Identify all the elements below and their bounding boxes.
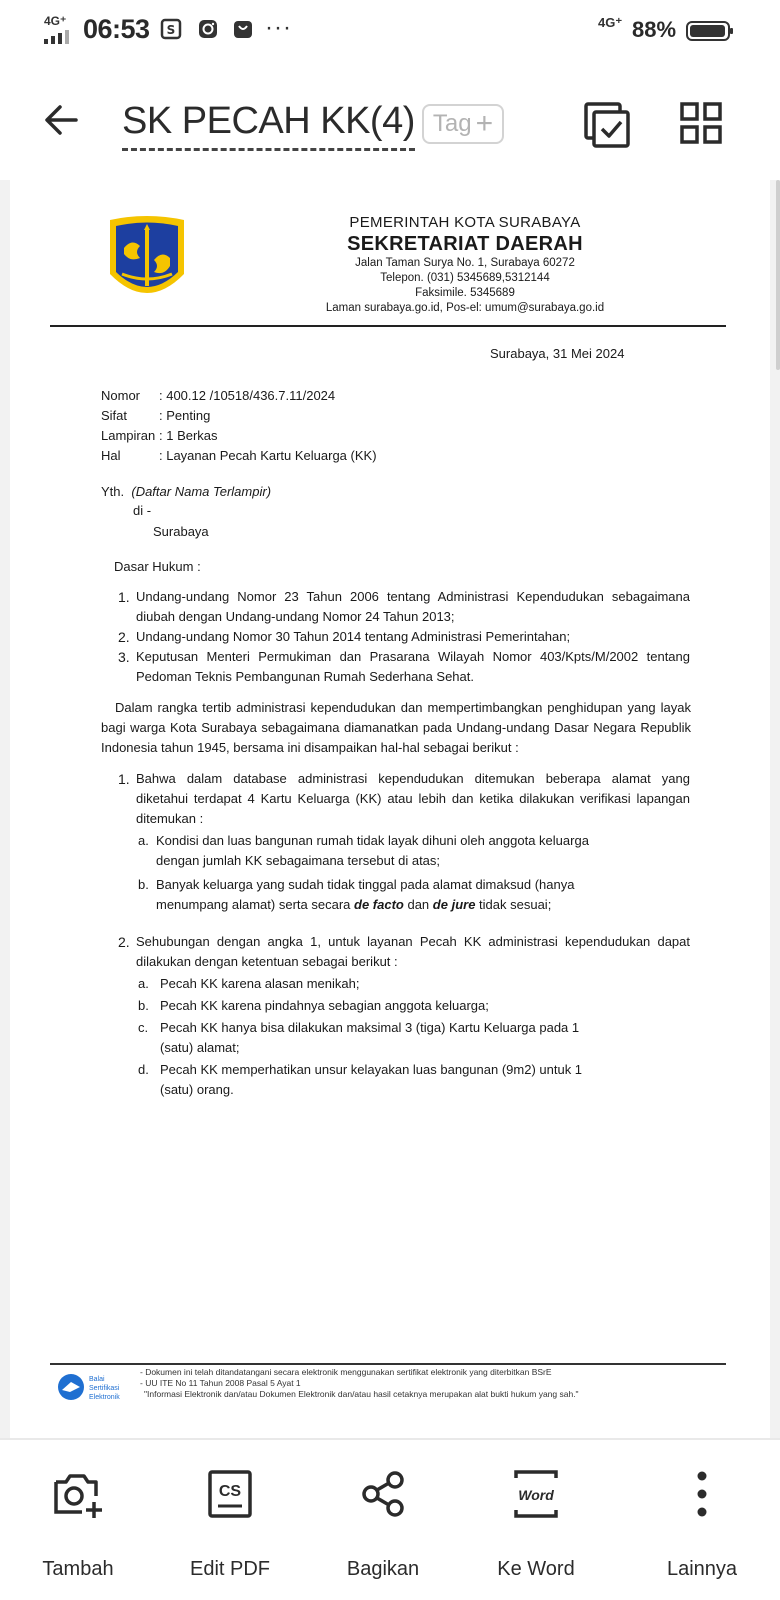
sub-line (156, 895, 690, 915)
sub-item (136, 1060, 690, 1100)
cs-icon-text: CS (218, 1483, 242, 1500)
list-line: Undang-undang Nomor 23 Tahun 2006 tentang Administrasi Kependudukan sebagaimana (136, 589, 690, 604)
sub-line: Pecah KK hanya bisa dilakukan maksimal 3 (tiga) Kartu Keluarga pada 1 (160, 1020, 580, 1035)
list-item (118, 627, 690, 647)
meta-value: : 400.12 /10518/436.7.11/2024 (159, 388, 336, 403)
footer-line: "Informasi Elektronik dan/atau Dokumen Elektronik dan/atau hasil cetaknya merupakan alat bukti hukum yang sah." (144, 1389, 579, 1399)
select-pages-icon[interactable] (584, 102, 630, 148)
list-number: 3. (118, 649, 130, 665)
cs-icon (204, 1468, 256, 1520)
surabaya-seal-logo (102, 214, 192, 306)
sub-line: Pecah KK karena pindahnya sebagian anggota keluarga; (160, 998, 489, 1013)
network-indicator-left: 4G⁺ (44, 14, 67, 28)
back-arrow-icon[interactable] (42, 100, 82, 140)
point-2 (118, 932, 690, 1100)
letter-date: Surabaya, 31 Mei 2024 (490, 346, 625, 361)
signal-icon (44, 30, 78, 44)
sub-item (136, 996, 690, 1016)
sub-item (136, 974, 690, 994)
meta-row (101, 386, 377, 406)
sub-line: Kondisi dan luas bangunan rumah tidak layak dihuni oleh anggota keluarga (156, 833, 589, 848)
add-photo-icon (52, 1468, 104, 1520)
document-page[interactable] (10, 180, 770, 1438)
document-title[interactable]: SK PECAH KK(4) (122, 98, 415, 151)
dasar-hukum-list (118, 587, 690, 687)
word-icon (510, 1468, 562, 1520)
yth-to: (Daftar Nama Terlampir) (131, 484, 272, 499)
letterhead-phone: Telepon. (031) 5345689,5312144 (380, 272, 550, 284)
tambah-button[interactable] (0, 1440, 156, 1600)
more-notifications-icon: ··· (265, 14, 292, 41)
bsre-logo-text: Balai (89, 1376, 105, 1383)
letterhead (280, 214, 650, 316)
tool-label: Ke Word (497, 1558, 575, 1580)
tool-label: Tambah (42, 1558, 114, 1580)
more-vertical-icon (676, 1468, 728, 1520)
tool-label: Edit PDF (189, 1558, 271, 1580)
de-jure-term: de jure (432, 897, 476, 912)
letterhead-fax: Faksimile. 5345689 (415, 287, 515, 299)
scrollbar[interactable] (776, 180, 780, 370)
meta-key: Hal (101, 448, 121, 463)
sub-line: Pecah KK karena alasan menikah; (160, 976, 360, 991)
list-line: Keputusan Menteri Permukiman dan Prasarana Wilayah Nomor 403/Kpts/M/2002 tentang (136, 649, 690, 664)
word-icon-text: Word (518, 1487, 554, 1503)
letter-meta (101, 386, 377, 466)
list-line: Undang-undang Nomor 30 Tahun 2014 tentang Administrasi Pemerintahan; (136, 629, 571, 644)
meta-value: : 1 Berkas (159, 428, 218, 443)
de-facto-term: de facto (354, 897, 404, 912)
tool-label: Lainnya (666, 1558, 738, 1580)
sub-item (136, 1018, 690, 1058)
meta-key: Sifat (101, 408, 128, 423)
sub-label: b. (138, 998, 149, 1013)
yth-city: Surabaya (153, 524, 209, 539)
tool-label: Bagikan (346, 1558, 420, 1580)
sub-label: d. (138, 1062, 149, 1077)
intro-paragraph (101, 698, 691, 758)
battery-icon (686, 20, 734, 42)
sub-item (136, 875, 690, 915)
bagikan-button[interactable] (305, 1440, 461, 1600)
network-indicator-right: 4G⁺ (598, 15, 623, 30)
sub-line: (satu) alamat; (160, 1040, 240, 1055)
yth-di: di - (133, 503, 152, 518)
edit-pdf-button[interactable] (152, 1440, 308, 1600)
letterhead-divider (50, 325, 726, 327)
footer-divider (50, 1363, 726, 1365)
sub-line: Banyak keluarga yang sudah tidak tinggal pada alamat dimaksud (hanya (156, 877, 575, 892)
meta-key: Nomor (101, 388, 141, 403)
sub-line: (satu) orang. (160, 1082, 234, 1097)
meta-value: : Penting (159, 408, 211, 423)
sub-label: a. (138, 976, 149, 991)
sub-label: a. (138, 833, 149, 848)
bottom-toolbar (0, 1440, 780, 1600)
instagram-icon (197, 18, 219, 40)
meta-key: Lampiran (101, 428, 156, 443)
meta-row (101, 406, 377, 426)
point-2-body (118, 932, 690, 1100)
status-bar (0, 0, 780, 62)
point-number: 2. (118, 934, 130, 950)
list-number: 2. (118, 629, 130, 645)
ke-word-button[interactable] (458, 1440, 614, 1600)
meta-value: : Layanan Pecah Kartu Keluarga (KK) (159, 448, 377, 463)
tag-label: Tag (432, 110, 472, 137)
list-item (118, 647, 690, 687)
meta-row (101, 446, 377, 466)
point-1 (118, 769, 690, 915)
list-line: Pedoman Teknis Pembangunan Rumah Sederhana Sehat. (136, 669, 474, 684)
yth-prefix: Yth. (101, 484, 125, 499)
intro-line: Indonesia tahun 1945, bersama ini disampaikan hal-hal sebagai berikut : (101, 740, 519, 755)
letterhead-dept: SEKRETARIAT DAERAH (347, 233, 583, 255)
intro-line: bagi warga Kota Surabaya sebagaimana diamanatkan pada Undang-undang Dasar Negara Republik (101, 720, 691, 735)
sub-label: b. (138, 877, 149, 892)
recipient (101, 482, 271, 541)
shopping-bag-icon (232, 18, 254, 40)
list-item (118, 587, 690, 627)
point-line: diketahui terdapat 4 Kartu Keluarga (KK) atau lebih dan ketika dilakukan verifikasi lapangan (136, 791, 690, 806)
dasar-hukum-title: Dasar Hukum : (114, 559, 201, 574)
bsre-logo (56, 1370, 136, 1404)
sub-label: c. (138, 1020, 149, 1035)
point-number: 1. (118, 771, 130, 787)
point-line: dilakukan dengan ketentuan sebagai berikut : (136, 954, 398, 969)
point-1-body (118, 769, 690, 915)
sub-line: Pecah KK memperhatikan unsur kelayakan luas bangunan (9m2) untuk 1 (160, 1062, 583, 1077)
letterhead-gov: PEMERINTAH KOTA SURABAYA (349, 214, 581, 231)
point-line: Sehubungan dengan angka 1, untuk layanan Pecah KK administrasi kependudukan dapat (136, 934, 690, 949)
lainnya-button[interactable] (624, 1440, 780, 1600)
sub-text: dan (407, 897, 430, 912)
bsre-logo-text: Sertifikasi (89, 1385, 120, 1392)
intro-line: Dalam rangka tertib administrasi kependudukan dan mempertimbangkan penghidupan yang layak (115, 700, 691, 715)
footer-text (140, 1367, 579, 1400)
sub-item (136, 831, 690, 871)
data-saver-icon (160, 18, 182, 40)
list-number: 1. (118, 589, 130, 605)
list-line: diubah dengan Undang-undang Nomor 24 Tahun 2013; (136, 609, 455, 624)
point-line: ditemukan : (136, 811, 204, 826)
letterhead-web: Laman surabaya.go.id, Pos-el: umum@surabaya.go.id (325, 302, 605, 314)
sub-line: dengan jumlah KK sebagaimana tersebut di atas; (156, 853, 441, 868)
grid-view-icon[interactable] (680, 102, 722, 144)
footer-line: - UU ITE No 11 Tahun 2008 Pasal 5 Ayat 1 (140, 1378, 301, 1388)
footer-line: - Dokumen ini telah ditandatangani secara elektronik menggunakan sertifikat elektronik yang diterbitkan BSrE (140, 1367, 552, 1377)
letterhead-address: Jalan Taman Surya No. 1, Surabaya 60272 (355, 257, 575, 269)
sub-text: tidak sesuai; (479, 897, 552, 912)
clock: 06:53 (83, 14, 150, 44)
svg-text:S: S (166, 23, 176, 37)
battery-percent: 88% (632, 17, 677, 42)
app-header (0, 62, 780, 180)
add-tag-button[interactable] (422, 104, 504, 144)
plus-icon: + (475, 107, 494, 140)
meta-row (101, 426, 377, 446)
sub-text: menumpang alamat) serta secara (156, 897, 351, 912)
point-line: Bahwa dalam database administrasi kependudukan ditemukan beberapa alamat yang (136, 771, 690, 786)
bsre-logo-text: Elektronik (89, 1394, 120, 1401)
share-icon (357, 1468, 409, 1520)
